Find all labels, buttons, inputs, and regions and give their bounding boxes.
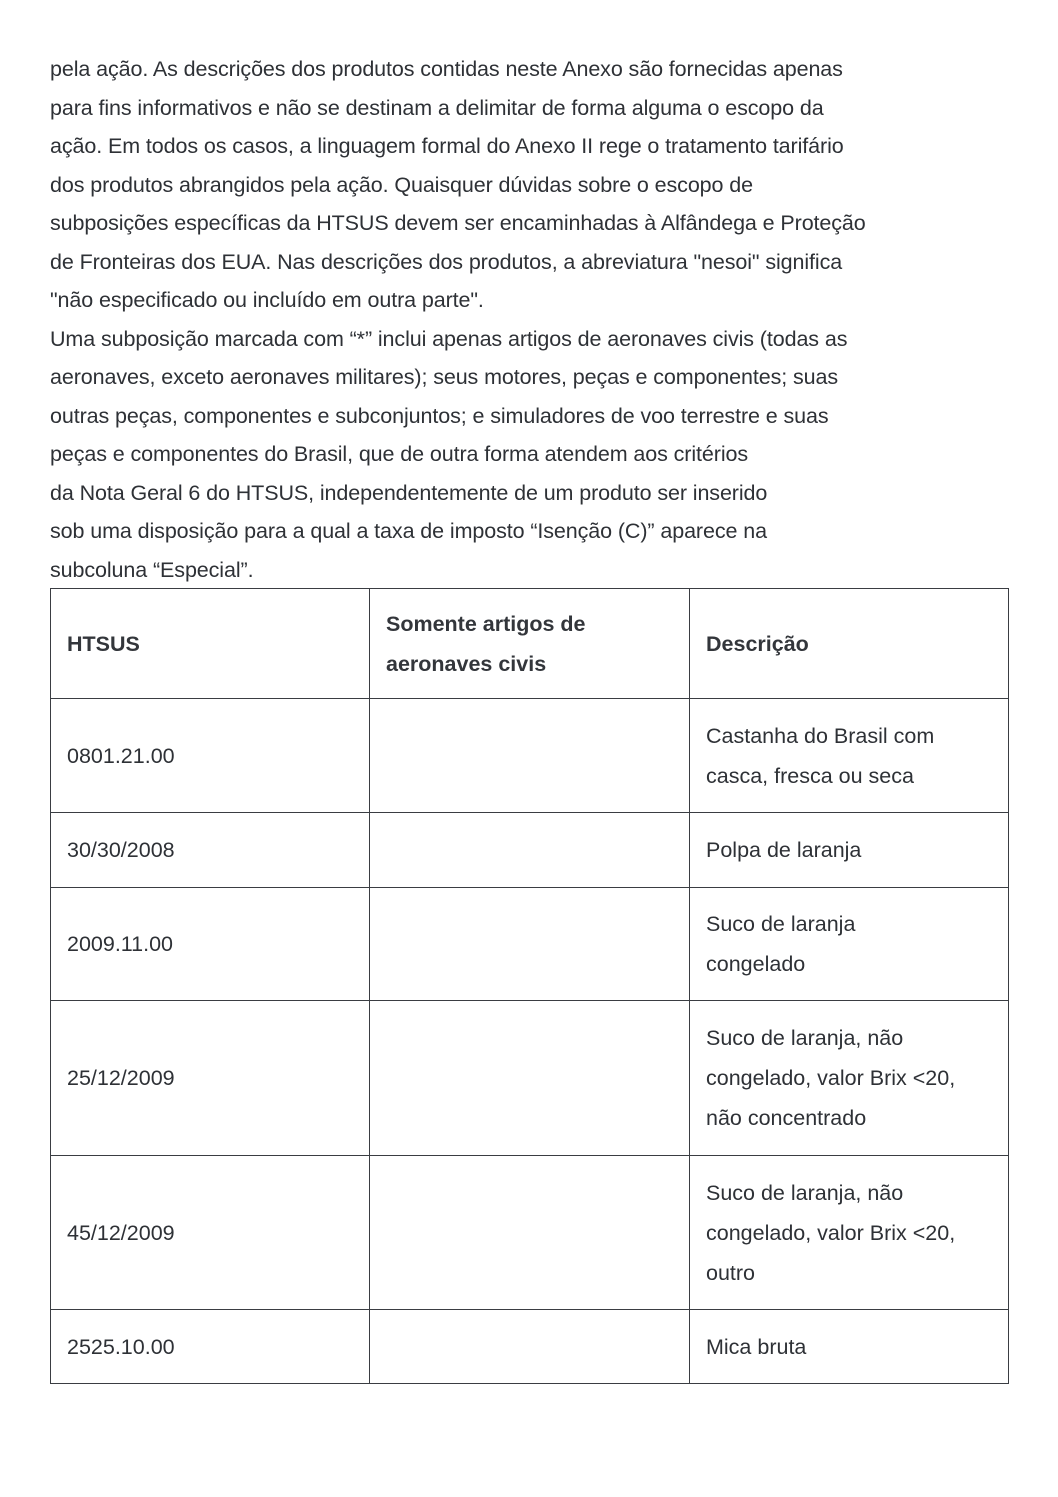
description-line: outro bbox=[706, 1260, 756, 1285]
cell-htsus: 30/30/2008 bbox=[51, 813, 370, 888]
htsus-table bbox=[50, 588, 1009, 1384]
cell-civil bbox=[370, 1001, 690, 1156]
paragraph-line: "não especificado ou incluído em outra parte". bbox=[50, 288, 484, 312]
description-line: Mica bruta bbox=[706, 1334, 807, 1359]
cell-description bbox=[690, 813, 1009, 888]
paragraph-line: sob uma disposição para a qual a taxa de imposto “Isenção (C)” aparece na bbox=[50, 519, 767, 543]
cell-civil bbox=[370, 813, 690, 888]
table-row bbox=[51, 1156, 1009, 1310]
description-line: congelado, valor Brix <20, bbox=[706, 1220, 956, 1245]
table-row bbox=[51, 699, 1009, 813]
cell-htsus: 45/12/2009 bbox=[51, 1156, 370, 1310]
paragraph-line: subposições específicas da HTSUS devem ser encaminhadas à Alfândega e Proteção bbox=[50, 211, 866, 235]
table-header-row bbox=[51, 589, 1009, 699]
cell-htsus: 25/12/2009 bbox=[51, 1001, 370, 1156]
description-line: Suco de laranja bbox=[706, 912, 856, 936]
paragraph-line: pela ação. As descrições dos produtos contidas neste Anexo são fornecidas apenas bbox=[50, 57, 843, 81]
table-row bbox=[51, 813, 1009, 888]
paragraph-line: peças e componentes do Brasil, que de outra forma atendem aos critérios bbox=[50, 442, 749, 466]
description-line: congelado, valor Brix <20, bbox=[706, 1066, 956, 1090]
paragraph-line: ação. Em todos os casos, a linguagem formal do Anexo II rege o tratamento tarifário bbox=[50, 134, 844, 158]
cell-description bbox=[690, 699, 1009, 813]
paragraph-line: subcoluna “Especial”. bbox=[50, 557, 254, 582]
cell-civil bbox=[370, 699, 690, 813]
paragraph-line: de Fronteiras dos EUA. Nas descrições dos produtos, a abreviatura "nesoi" significa bbox=[50, 249, 843, 274]
description-line: casca, fresca ou seca bbox=[706, 763, 914, 788]
header-civil-aircraft bbox=[370, 589, 690, 699]
header-description: Descrição bbox=[690, 589, 1009, 699]
paragraph-line: Uma subposição marcada com “*” inclui apenas artigos de aeronaves civis (todas as bbox=[50, 326, 848, 351]
cell-civil bbox=[370, 888, 690, 1001]
table-row bbox=[51, 888, 1009, 1001]
description-line: Castanha do Brasil com bbox=[706, 723, 935, 748]
description-line: Suco de laranja, não bbox=[706, 1026, 904, 1050]
description-line: Polpa de laranja bbox=[706, 838, 862, 862]
cell-civil bbox=[370, 1156, 690, 1310]
cell-description bbox=[690, 1001, 1009, 1156]
table-row bbox=[51, 1310, 1009, 1384]
description-line: não concentrado bbox=[706, 1106, 867, 1130]
description-line: Suco de laranja, não bbox=[706, 1180, 904, 1205]
paragraph-line: para fins informativos e não se destinam a delimitar de forma alguma o escopo da bbox=[50, 95, 824, 120]
cell-description bbox=[690, 888, 1009, 1001]
paragraph-line: aeronaves, exceto aeronaves militares); seus motores, peças e componentes; suas bbox=[50, 365, 839, 389]
cell-htsus: 2525.10.00 bbox=[51, 1310, 370, 1384]
document-page bbox=[50, 50, 1008, 589]
header-htsus: HTSUS bbox=[51, 589, 370, 699]
cell-description bbox=[690, 1310, 1009, 1384]
header-civil-line: Somente artigos de bbox=[386, 611, 586, 636]
cell-htsus: 2009.11.00 bbox=[51, 888, 370, 1001]
description-line: congelado bbox=[706, 952, 806, 976]
table-row bbox=[51, 1001, 1009, 1156]
intro-paragraph bbox=[50, 50, 1008, 589]
paragraph-line: dos produtos abrangidos pela ação. Quaisquer dúvidas sobre o escopo de bbox=[50, 172, 753, 197]
cell-htsus: 0801.21.00 bbox=[51, 699, 370, 813]
header-civil-line: aeronaves civis bbox=[386, 651, 547, 676]
paragraph-line: da Nota Geral 6 do HTSUS, independentemente de um produto ser inserido bbox=[50, 480, 768, 505]
cell-description bbox=[690, 1156, 1009, 1310]
paragraph-line: outras peças, componentes e subconjuntos; e simuladores de voo terrestre e suas bbox=[50, 403, 829, 428]
cell-civil bbox=[370, 1310, 690, 1384]
